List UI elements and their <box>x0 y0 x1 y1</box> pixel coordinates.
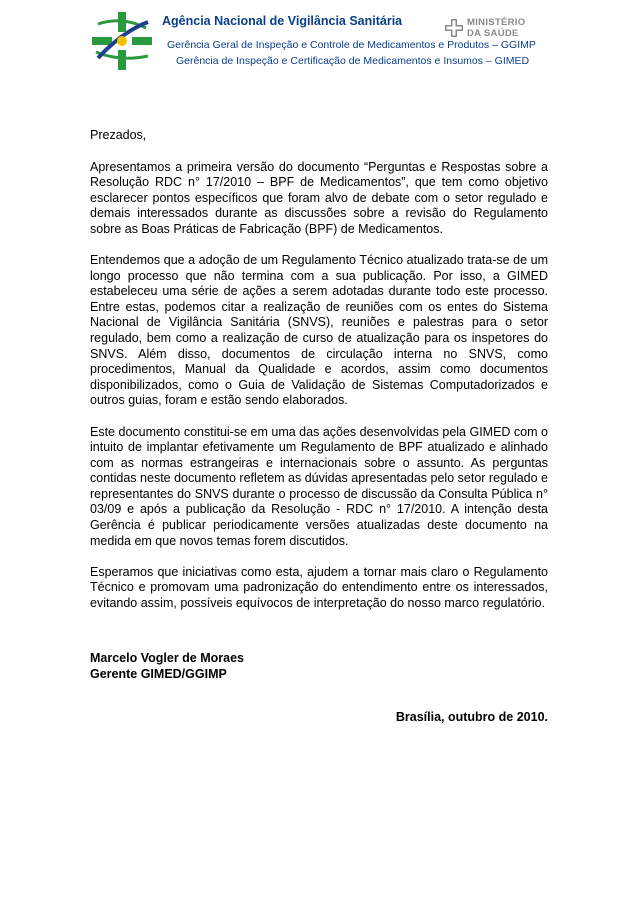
org-department-ggimp: Gerência Geral de Inspeção e Controle de Medicamentos e Produtos – GGIMP <box>167 39 536 51</box>
org-department-gimed: Gerência de Inspeção e Certificação de Medicamentos e Insumos – GIMED <box>176 55 530 67</box>
signer-role: Gerente GIMED/GGIMP <box>90 667 227 681</box>
ministry-name-line1: MINISTÉRIO <box>467 17 526 28</box>
paragraph-3: Este documento constitui-se em uma das ações desenvolvidas pela GIMED com o intuito de implantar efetivamente um Regulamento de BPF atualizado e alinhado com as normas estrangeiras e internacionais sobre o assunto. As perguntas contidas neste documento refletem as dúvidas apresentadas pelo setor regulado e representantes do SNVS durante o processo de discussão da Consulta Pública n° 03/09 e após a publicação da Resolução - RDC n° 17/2010. A intenção desta Gerência é publicar periodicamente versões atualizadas deste documento na medida em que novos temas forem discutidos. <box>90 424 548 548</box>
ministry-cross-icon <box>445 19 463 37</box>
place-date: Brasília, outubro de 2010. <box>395 710 548 724</box>
paragraph-2: Entendemos que a adoção de um Regulamento Técnico atualizado trata-se de um longo processo que não termina com a sua publicação. Por isso, a GIMED estabeleceu uma série de ações a serem adotadas durante todo este processo. Entre estas, podemos citar a realização de reuniões com os entes do Sistema Nacional de Vigilância Sanitária (SNVS), reuniões e palestras para o setor regulado, bem como a realização de curso de atualização para os inspetores do SNVS. Além disso, documentos de circulação interna no SNVS, como procedimentos, Manual da Qualidade e acordos, assim como documentos disponibilizados, como o Guia de Validação de Sistemas Computadorizados e outros guias, foram e estão sendo elaborados. <box>90 253 548 408</box>
letterhead <box>0 0 638 80</box>
paragraph-1: Apresentamos a primeira versão do documento “Perguntas e Respostas sobre a Resolução RDC n° 17/2010 – BPF de Medicamentos”, que tem como objetivo esclarecer pontos específicos que foram alvo de debate com o setor regulado e demais interessados durante as discussões sobre a revisão do Regulamento sobre as Boas Práticas de Fabricação (BPF) de Medicamentos. <box>90 159 548 236</box>
letter-body <box>90 128 548 627</box>
ministry-name-line2: DA SAÚDE <box>467 28 519 39</box>
paragraph-4: Esperamos que iniciativas como esta, ajudem a tornar mais claro o Regulamento Técnico e promovam uma padronização do entendimento entre os interessados, evitando assim, possíveis equívocos de interpretação do nosso marco regulatório. <box>90 564 548 610</box>
salutation: Prezados, <box>90 128 147 142</box>
signer-name: Marcelo Vogler de Moraes <box>90 651 244 665</box>
org-title: Agência Nacional de Vigilância Sanitária <box>162 14 403 28</box>
signature-block <box>90 650 244 682</box>
anvisa-logo-icon <box>92 12 152 70</box>
ministry-logo <box>445 17 545 41</box>
